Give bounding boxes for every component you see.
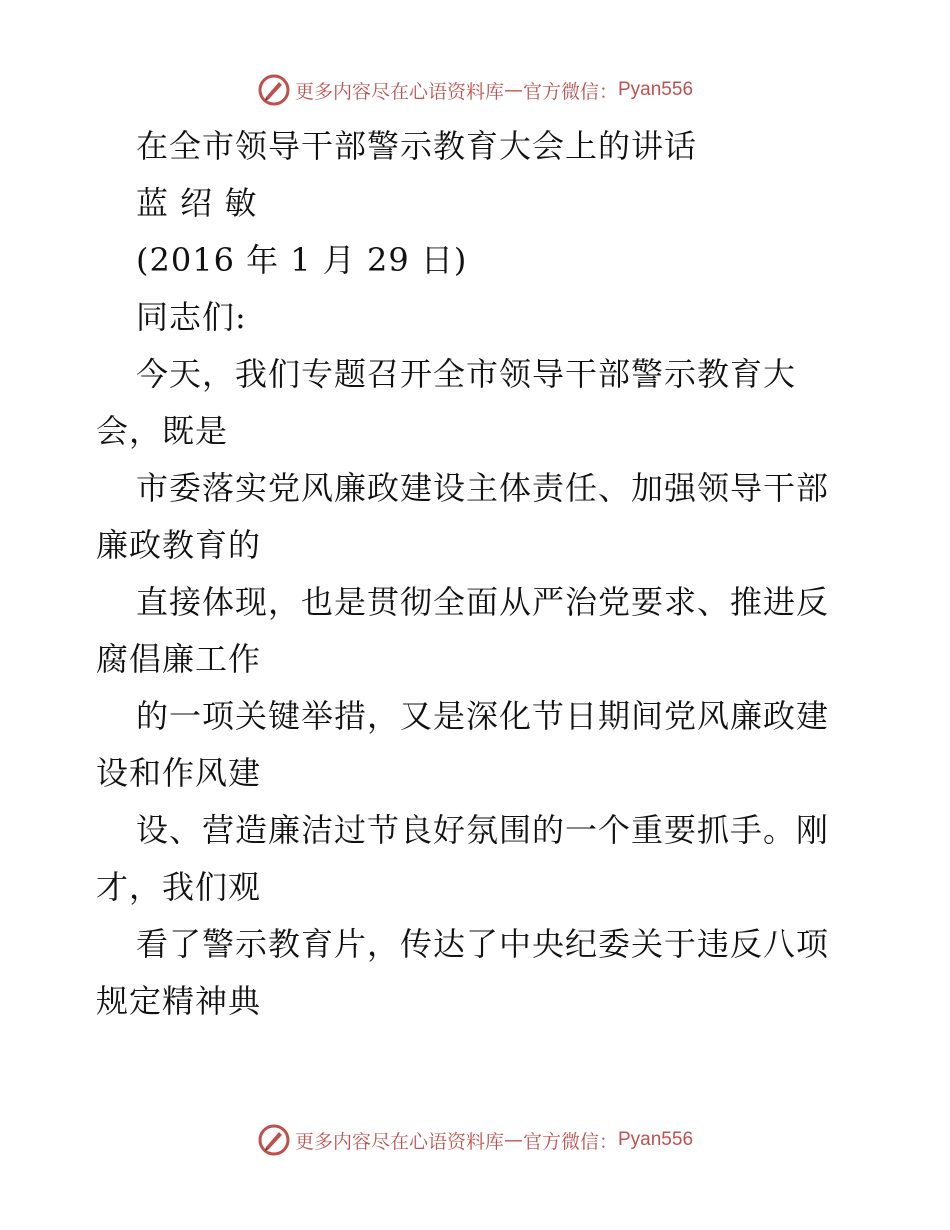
text-line: 市委落实党风廉政建设主体责任、加强领导干部 xyxy=(136,469,830,507)
wechat-id: Pyan556 xyxy=(618,1129,694,1150)
wechat-label: 官方微信： xyxy=(522,80,618,103)
text-line: 看了警示教育片，传达了中央纪委关于违反八项 xyxy=(136,925,830,963)
text-line: 在全市领导干部警示教育大会上的讲话 xyxy=(136,127,698,165)
text-line: 同志们: xyxy=(136,298,247,336)
wechat-label: 官方微信： xyxy=(522,1130,618,1153)
text-line: 廉政教育的 xyxy=(96,526,262,564)
text-line: 腐倡廉工作 xyxy=(96,640,262,678)
text-line: 设、营造廉洁过节良好氛围的一个重要抓手。刚 xyxy=(136,811,830,849)
pen-logo-icon xyxy=(257,1123,291,1157)
text-line: 设和作风建 xyxy=(96,754,262,792)
banner-separator: — xyxy=(503,79,523,101)
text-line: (2016 年 1 月 29 日) xyxy=(136,241,468,279)
text-line: 规定精神典 xyxy=(96,982,262,1020)
text-line: 蓝 绍 敏 xyxy=(136,184,258,222)
footer-banner xyxy=(0,1118,950,1162)
banner-text: 更多内容尽在心语资料库 xyxy=(294,1130,504,1153)
wechat-id: Pyan556 xyxy=(618,79,694,100)
banner-separator: — xyxy=(503,1129,523,1151)
banner-text: 更多内容尽在心语资料库 xyxy=(294,80,504,103)
text-line: 今天，我们专题召开全市领导干部警示教育大 xyxy=(136,355,797,393)
header-banner xyxy=(0,68,950,112)
text-line: 直接体现，也是贯彻全面从严治党要求、推进反 xyxy=(136,583,830,621)
document-body xyxy=(96,118,856,1030)
pen-logo-icon xyxy=(257,73,291,107)
text-line: 会，既是 xyxy=(96,412,229,450)
text-line: 的一项关键举措，又是深化节日期间党风廉政建 xyxy=(136,697,830,735)
text-line: 才，我们观 xyxy=(96,868,262,906)
